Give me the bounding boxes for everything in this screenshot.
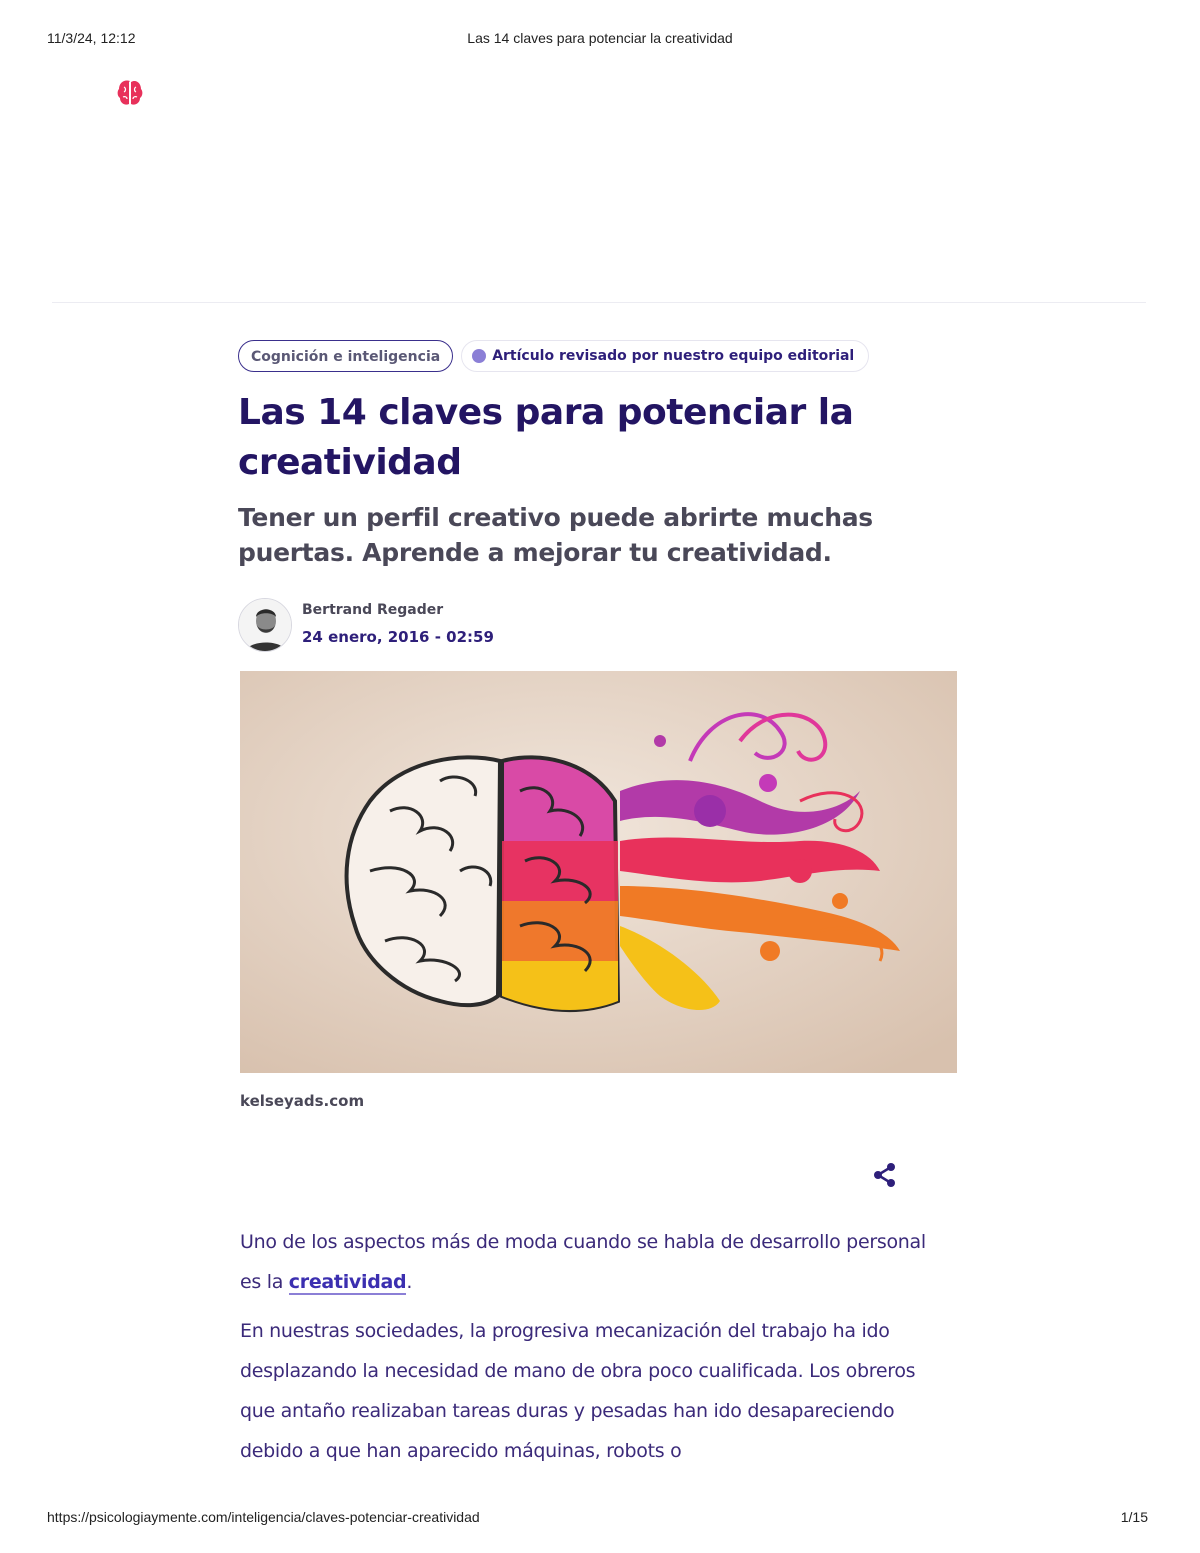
author-block [238, 598, 958, 656]
creatividad-link[interactable]: creatividad [288, 1271, 407, 1293]
print-url: https://psicologiaymente.com/inteligencia/claves-potenciar-creatividad [47, 1509, 480, 1525]
print-datetime: 11/3/24, 12:12 [47, 30, 136, 46]
print-page-number: 1/15 [1120, 1509, 1148, 1525]
article-subtitle: Tener un perfil creativo puede abrirte muchas puertas. Aprende a mejorar tu creatividad. [238, 503, 873, 567]
review-badge[interactable] [461, 340, 869, 372]
review-badge-label: Artículo revisado por nuestro equipo editorial [492, 348, 855, 364]
paragraph-1: Uno de los aspectos más de moda cuando se habla de desarrollo personal es la creatividad. [240, 1231, 926, 1293]
article-title: Las 14 claves para potenciar la creatividad [238, 392, 854, 483]
category-tag[interactable]: Cognición e inteligencia [238, 340, 453, 372]
image-caption: kelseyads.com [240, 1092, 365, 1110]
publish-date: 24 enero, 2016 - 02:59 [302, 628, 494, 646]
author-avatar[interactable] [238, 598, 292, 652]
article-header [238, 340, 958, 656]
hero-image [240, 671, 957, 1073]
print-footer [0, 1509, 1200, 1529]
paragraph-2: En nuestras sociedades, la progresiva mecanización del trabajo ha ido desplazando la necesidad de mano de obra poco cualificada. Los obreros que antaño realizaban tareas duras y pesadas han ido desapareciendo debido a que han aparecido máquinas, robots o [240, 1320, 916, 1462]
print-header [0, 30, 1200, 50]
tag-row [238, 340, 958, 374]
author-name[interactable]: Bertrand Regader [302, 602, 444, 618]
share-icon[interactable] [872, 1162, 898, 1188]
article-body [240, 1222, 940, 1480]
review-dot-icon [472, 349, 486, 363]
header-divider [52, 302, 1146, 303]
brain-logo-icon[interactable] [116, 78, 144, 108]
print-doc-title: Las 14 claves para potenciar la creatividad [467, 30, 733, 46]
avatar-portrait-icon [239, 599, 292, 652]
